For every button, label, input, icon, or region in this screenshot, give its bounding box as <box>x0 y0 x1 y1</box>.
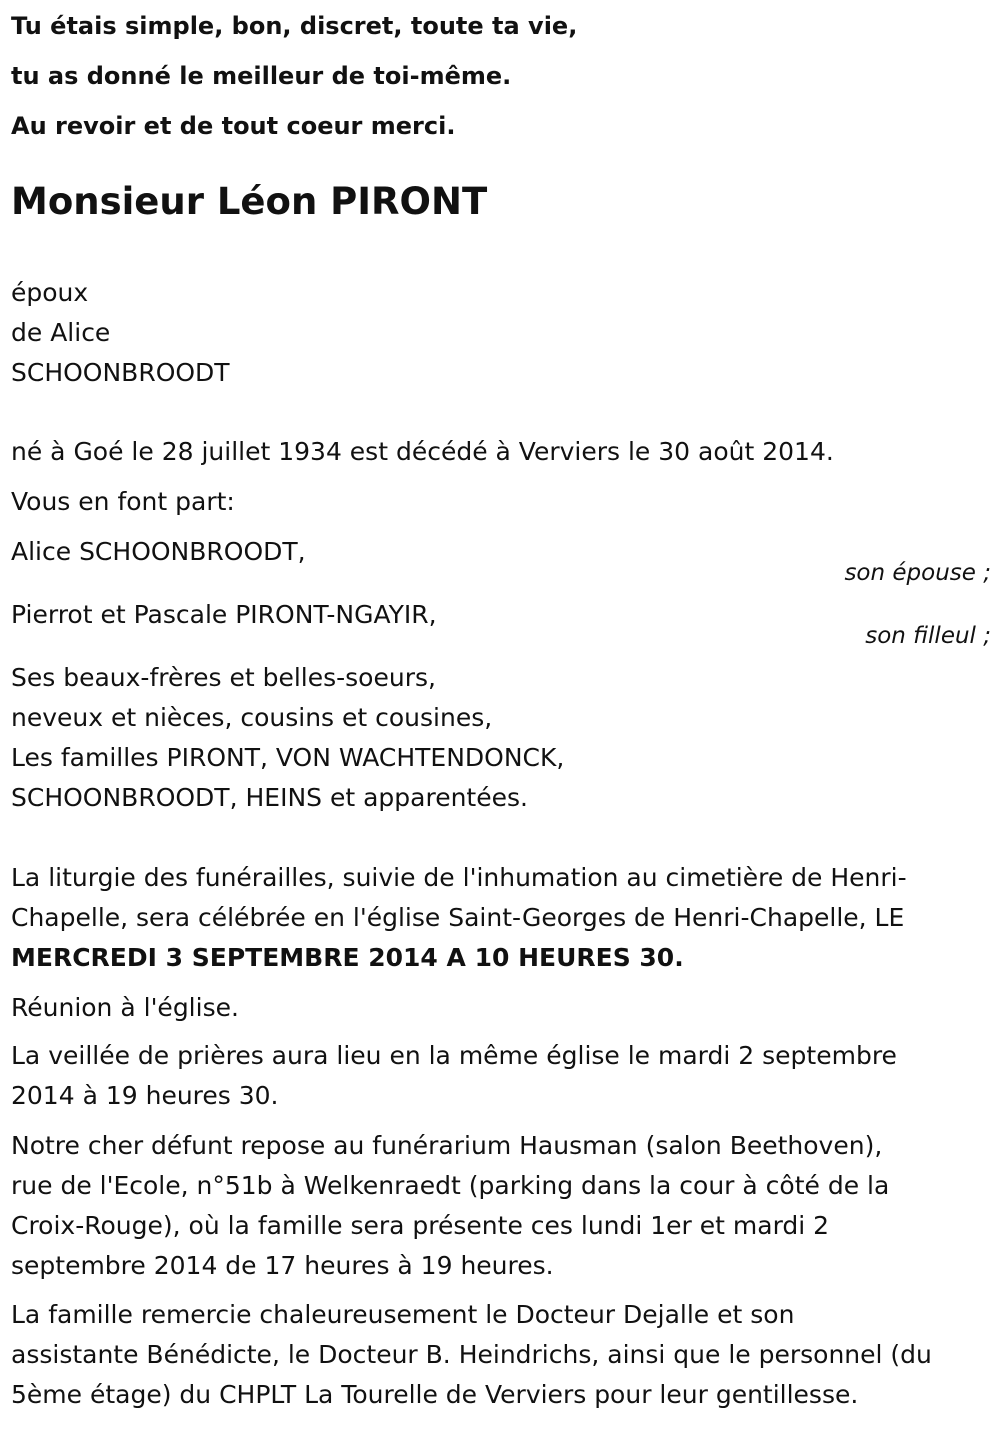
obituary-page <box>11 0 991 1409</box>
epitaph-line: Tu étais simple, bon, discret, toute ta vie, <box>11 12 578 40</box>
mourner-role: son épouse ; <box>844 560 991 586</box>
mourner-name: Pierrot et Pascale PIRONT-NGAYIR, <box>11 600 437 629</box>
rest-line: rue de l'Ecole, n°51b à Welkenraedt (parking dans la cour à côté de la <box>11 1171 890 1200</box>
meeting-line: Réunion à l'église. <box>11 993 239 1022</box>
spouse-line: SCHOONBROODT <box>11 358 230 387</box>
family-line: SCHOONBROODT, HEINS et apparentées. <box>11 783 528 812</box>
family-block <box>11 658 991 818</box>
liturgy-date: MERCREDI 3 SEPTEMBRE 2014 A 10 HEURES 30. <box>11 943 684 972</box>
rest-line: Croix-Rouge), où la famille sera présente ces lundi 1er et mardi 2 <box>11 1211 830 1240</box>
rest-line: septembre 2014 de 17 heures à 19 heures. <box>11 1251 554 1280</box>
family-line: neveux et nièces, cousins et cousines, <box>11 703 493 732</box>
mourner-role: son filleul ; <box>865 623 991 649</box>
epitaph-line: tu as donné le meilleur de toi-même. <box>11 62 512 90</box>
rest-block <box>11 1126 991 1286</box>
vigil-line: 2014 à 19 heures 30. <box>11 1081 279 1110</box>
liturgy-block <box>11 858 991 978</box>
liturgy-line: La liturgie des funérailles, suivie de l'inhumation au cimetière de Henri- <box>11 863 907 892</box>
thanks-line: La famille remercie chaleureusement le Docteur Dejalle et son <box>11 1300 795 1329</box>
liturgy-line: Chapelle, sera célébrée en l'église Saint-Georges de Henri-Chapelle, LE <box>11 903 905 932</box>
deceased-name: Monsieur Léon PIRONT <box>11 180 488 223</box>
vigil-line: La veillée de prières aura lieu en la même église le mardi 2 septembre <box>11 1041 897 1070</box>
birth-death-line: né à Goé le 28 juillet 1934 est décédé à Verviers le 30 août 2014. <box>11 437 834 466</box>
spouse-line: de Alice <box>11 318 111 347</box>
thanks-line: 5ème étage) du CHPLT La Tourelle de Verviers pour leur gentillesse. <box>11 1380 859 1409</box>
family-line: Ses beaux-frères et belles-soeurs, <box>11 663 436 692</box>
vigil-block <box>11 1036 991 1116</box>
family-line: Les familles PIRONT, VON WACHTENDONCK, <box>11 743 565 772</box>
spouse-block <box>11 273 991 393</box>
thanks-line: assistante Bénédicte, le Docteur B. Heindrichs, ainsi que le personnel (du <box>11 1340 932 1369</box>
epitaph <box>11 0 991 151</box>
mourner-name: Alice SCHOONBROODT, <box>11 537 306 566</box>
announce-intro: Vous en font part: <box>11 487 235 516</box>
spouse-line: époux <box>11 278 89 307</box>
epitaph-line: Au revoir et de tout coeur merci. <box>11 112 456 140</box>
thanks-block <box>11 1295 991 1415</box>
rest-line: Notre cher défunt repose au funérarium Hausman (salon Beethoven), <box>11 1131 883 1160</box>
